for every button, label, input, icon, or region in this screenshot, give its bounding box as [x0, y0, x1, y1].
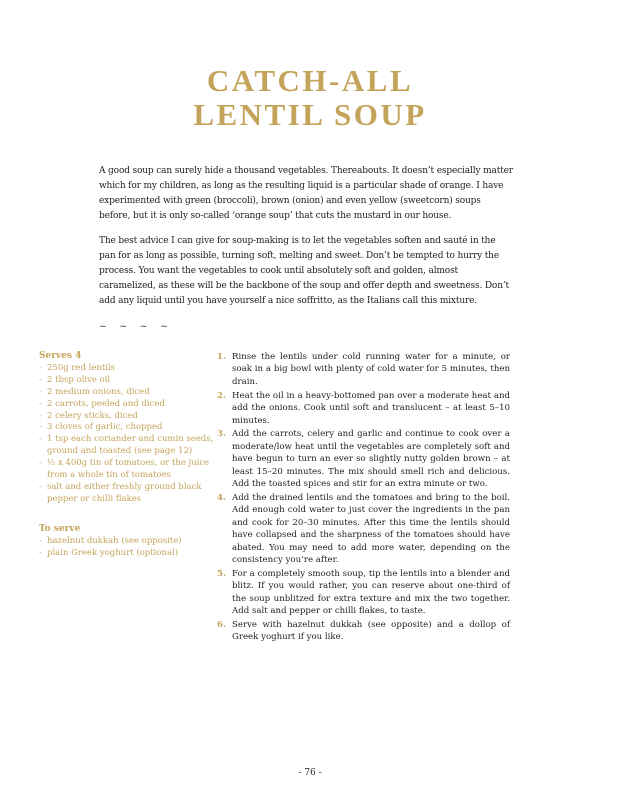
intro-paragraph-2: The best advice I can give for soup-making is to let the vegetables soften and sauté in the pan for as long as possible, turning soft, melting and sweet. Don’t be tempted to hurry the process. You want the vegetables to cook until absolutely soft and golden, almost caramelized, as these will be the backbone of the soup and offer depth and sweetness. Don’t add any liquid until you have yourself a nice soffritto, as the Italians call this mixture.	[99, 236, 510, 306]
ingredient-item: - salt and either freshly ground black pepper or chilli flakes	[39, 482, 219, 506]
step-number: 2.	[217, 390, 226, 401]
method-step	[217, 619, 510, 644]
step-text: Serve with hazelnut dukkah (see opposite) and a dollop of Greek yoghurt if you like.	[232, 620, 510, 643]
method-steps	[217, 351, 510, 645]
step-number: 4.	[217, 492, 226, 503]
ingredient-item: - 2 tbsp olive oil	[39, 375, 219, 387]
ingredient-item: - ½ x 400g tin of tomatoes, or the juice from a whole tin of tomatoes	[39, 458, 219, 482]
step-number: 6.	[217, 620, 226, 631]
to-serve-item: - hazelnut dukkah (see opposite)	[39, 536, 219, 548]
step-number: 5.	[217, 568, 226, 579]
intro-paragraph-1: A good soup can surely hide a thousand vegetables. Thereabouts. It doesn’t especially matter which for my children, as long as the resulting liquid is a particular shade of orange. I have experimented with green (broccoli), brown (onion) and even yellow (sweetcorn) soups before, but it is only so-called ‘orange soup’ that cuts the mustard in our house.	[99, 166, 513, 221]
ingredient-item: - 1 tsp each coriander and cumin seeds, ground and toasted (see page 12)	[39, 434, 219, 458]
recipe-title	[0, 64, 620, 132]
serves-heading: Serves 4	[39, 351, 82, 361]
ingredient-item: - 2 medium onions, diced	[39, 387, 219, 399]
recipe-title-line-2: LENTIL SOUP	[193, 97, 427, 132]
step-text: For a completely smooth soup, tip the lentils into a blender and blitz. If you would rather, you can reserve about one-third of the soup unblitzed for extra texture and mix the two together. Add salt and pepper or chilli flakes, to taste.	[232, 568, 510, 617]
ingredient-item: - 250g red lentils	[39, 363, 219, 375]
ingredient-item: - 2 celery sticks, diced	[39, 411, 219, 423]
method-step	[217, 568, 510, 618]
to-serve-list	[39, 536, 219, 560]
to-serve-item: - plain Greek yoghurt (optional)	[39, 548, 219, 560]
step-number: 3.	[217, 429, 226, 440]
method-step	[217, 492, 510, 566]
to-serve-heading: To serve	[39, 523, 81, 534]
step-number: 1.	[217, 352, 226, 362]
step-text: Add the carrots, celery and garlic and continue to cook over a moderate/low heat until the vegetables are completely soft and have begun to turn an ever so slightly nutty golden brown – at least 15–20 minutes. The mix should smell rich and delicious. Add the toasted spices and stir for an extra minute or two.	[232, 429, 510, 490]
section-divider: ~ ~ ~ ~	[99, 322, 173, 332]
page-number: - 76 -	[298, 768, 322, 778]
intro-text	[99, 164, 514, 319]
ingredients-list	[39, 363, 219, 506]
step-text: Heat the oil in a heavy-bottomed pan over a moderate heat and add the onions. Cook until soft and translucent – at least 5–10 minutes.	[232, 390, 510, 426]
ingredient-item: - 2 carrots, peeled and diced	[39, 399, 219, 411]
method-step	[217, 351, 510, 388]
step-text: Rinse the lentils under cold running water for a minute, or soak in a big bowl with plenty of cold water for 5 minutes, then drain.	[232, 352, 510, 387]
recipe-title-line-1: CATCH-ALL	[206, 63, 414, 98]
ingredient-item: - 3 cloves of garlic, chopped	[39, 422, 219, 434]
ingredients-column	[39, 351, 219, 560]
step-text: Add the drained lentils and the tomatoes and bring to the boil. Add enough cold water to just cover the ingredients in the pan and cook for 20–30 minutes. After this time the lentils should have collapsed and the sharpness of the tomatoes should have abated. You may need to add more water, depending on the consistency you’re after.	[232, 492, 510, 565]
method-step	[217, 390, 510, 427]
method-step	[217, 428, 510, 490]
